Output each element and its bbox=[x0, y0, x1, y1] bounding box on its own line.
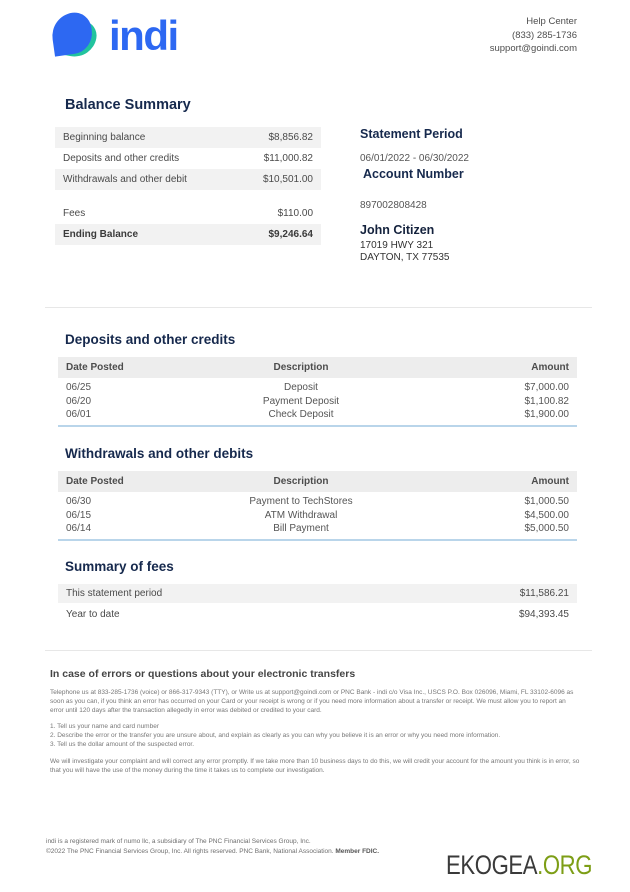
fees-summary-table bbox=[58, 584, 577, 624]
deposit-date: 06/25 bbox=[66, 382, 92, 393]
balance-summary-table bbox=[55, 127, 321, 245]
deposit-date: 06/01 bbox=[66, 409, 92, 420]
errors-disclosure-section bbox=[50, 668, 580, 783]
errors-disclosure-title: In case of errors or questions about your electronic transfers bbox=[50, 668, 356, 680]
balance-row-label: Beginning balance bbox=[63, 132, 146, 143]
column-header-amount: Amount bbox=[531, 362, 569, 373]
deposit-description: Payment Deposit bbox=[262, 395, 340, 407]
ekogea-watermark-dark: EKOGEA bbox=[445, 850, 538, 880]
balance-summary-row bbox=[55, 127, 321, 148]
withdrawal-date: 06/15 bbox=[66, 509, 92, 521]
customer-address-line1: 17019 HWY 321 bbox=[360, 240, 434, 251]
column-header-amount: Amount bbox=[531, 476, 569, 487]
balance-summary-row bbox=[55, 224, 321, 245]
help-center-phone: (833) 285-1736 bbox=[512, 29, 577, 41]
fee-row bbox=[58, 605, 577, 624]
legal-footer bbox=[46, 837, 379, 856]
balance-row-label: Ending Balance bbox=[63, 229, 139, 240]
balance-row-value: $11,000.82 bbox=[263, 153, 313, 164]
fees-summary-title: Summary of fees bbox=[65, 559, 174, 574]
indi-logo bbox=[52, 12, 178, 60]
deposit-row bbox=[58, 408, 577, 422]
balance-row-value: $9,246.64 bbox=[268, 229, 313, 240]
withdrawals-table bbox=[58, 471, 577, 541]
deposits-title: Deposits and other credits bbox=[65, 332, 236, 347]
balance-summary-row bbox=[55, 203, 321, 224]
column-header-date: Date Posted bbox=[66, 362, 124, 373]
deposit-description: Deposit bbox=[284, 382, 318, 393]
column-header-description: Description bbox=[273, 476, 329, 487]
errors-paragraph-2: We will investigate your complaint and will correct any error promptly. If we take more than 10 business days to do this, we will credit your account for the amount you think is in error, so that you will have the use of the money during the time it takes us to complete our investigation. bbox=[50, 757, 580, 774]
logo-wordmark: indi bbox=[109, 12, 178, 59]
deposit-amount: $1,100.82 bbox=[524, 395, 569, 407]
balance-row-value: $10,501.00 bbox=[262, 174, 313, 185]
fee-row-value: $94,393.45 bbox=[518, 609, 569, 620]
ekogea-watermark bbox=[446, 850, 592, 881]
fee-row bbox=[58, 584, 577, 603]
deposit-description: Check Deposit bbox=[268, 409, 334, 420]
column-header-date: Date Posted bbox=[66, 476, 124, 487]
withdrawal-row bbox=[58, 495, 577, 509]
leaf-icon bbox=[52, 12, 100, 60]
withdrawal-description: Bill Payment bbox=[273, 523, 329, 534]
withdrawal-amount: $5,000.50 bbox=[524, 523, 569, 534]
withdrawal-row bbox=[58, 522, 577, 536]
balance-summary-title: Balance Summary bbox=[65, 97, 191, 113]
errors-paragraph-1: Telephone us at 833-285-1736 (voice) or 866-317-9343 (TTY), or Write us at support@goindi.com or PNC Bank - indi c/o Visa Inc., USCS P.O. Box 026096, Miami, FL 33102-6096 as soon as you can, if you think an error has occurred on your Card or your receipt is wrong or if you need more information about a transfer or receipt. We must allow you to report an error until 120 days after the transaction allegedly in error was debited or credited to your card. bbox=[50, 689, 574, 714]
section-divider bbox=[45, 307, 592, 308]
fee-row-label: Year to date bbox=[66, 609, 120, 620]
balance-summary-row bbox=[55, 169, 321, 190]
deposit-amount: $1,900.00 bbox=[524, 409, 569, 420]
withdrawal-date: 06/14 bbox=[66, 523, 92, 534]
footer-member-fdic: Member FDIC. bbox=[335, 847, 380, 855]
withdrawal-amount: $4,500.00 bbox=[524, 509, 569, 521]
withdrawals-table-header bbox=[58, 471, 577, 492]
deposit-amount: $7,000.00 bbox=[524, 382, 569, 393]
balance-row-label: Withdrawals and other debit bbox=[63, 174, 187, 185]
deposit-row bbox=[58, 381, 577, 395]
deposits-table-header bbox=[58, 357, 577, 378]
errors-instruction-list bbox=[50, 723, 580, 749]
footer-line-2-text: ©2022 The PNC Financial Services Group, Inc. All rights reserved. PNC Bank, National Association. bbox=[46, 847, 336, 855]
withdrawal-description: Payment to TechStores bbox=[249, 496, 353, 507]
errors-instruction-item: 3. Tell us the dollar amount of the suspected error. bbox=[50, 740, 195, 748]
statement-period-title: Statement Period bbox=[360, 127, 463, 141]
help-center-info bbox=[490, 15, 577, 56]
withdrawal-row bbox=[58, 509, 577, 523]
statement-period-value: 06/01/2022 - 06/30/2022 bbox=[360, 153, 469, 164]
ekogea-watermark-green: .ORG bbox=[537, 850, 592, 880]
withdrawals-title: Withdrawals and other debits bbox=[65, 446, 254, 461]
errors-instruction-item: 2. Describe the error or the transfer you are unsure about, and explain as clearly as you can why you believe it is an error or why you need more information. bbox=[50, 732, 501, 740]
withdrawal-description: ATM Withdrawal bbox=[264, 509, 338, 521]
balance-summary-row bbox=[55, 148, 321, 169]
column-header-description: Description bbox=[273, 362, 329, 373]
errors-instruction-item: 1. Tell us your name and card number bbox=[50, 723, 159, 731]
customer-name: John Citizen bbox=[360, 223, 435, 237]
withdrawal-date: 06/30 bbox=[66, 496, 92, 507]
fee-row-value: $11,586.21 bbox=[519, 588, 569, 599]
balance-row-label: Fees bbox=[63, 208, 86, 219]
account-number-title: Account Number bbox=[363, 167, 464, 181]
footer-line-1: indi is a registered mark of numo llc, a subsidiary of The PNC Financial Services Group, Inc. bbox=[46, 838, 311, 845]
fee-row-label: This statement period bbox=[66, 588, 163, 599]
account-number-value: 897002808428 bbox=[360, 200, 427, 211]
balance-row-label: Deposits and other credits bbox=[63, 153, 180, 164]
balance-row-value: $110.00 bbox=[277, 208, 313, 219]
help-center-label: Help Center bbox=[526, 16, 577, 27]
deposit-date: 06/20 bbox=[66, 395, 92, 407]
customer-address-line2: DAYTON, TX 77535 bbox=[360, 252, 450, 263]
deposit-row bbox=[58, 395, 577, 409]
section-divider bbox=[45, 650, 592, 651]
help-center-email: support@goindi.com bbox=[489, 43, 577, 54]
footer-line-2 bbox=[46, 847, 379, 857]
deposits-table bbox=[58, 357, 577, 427]
withdrawal-amount: $1,000.50 bbox=[524, 496, 569, 507]
balance-row-value: $8,856.82 bbox=[268, 132, 313, 143]
